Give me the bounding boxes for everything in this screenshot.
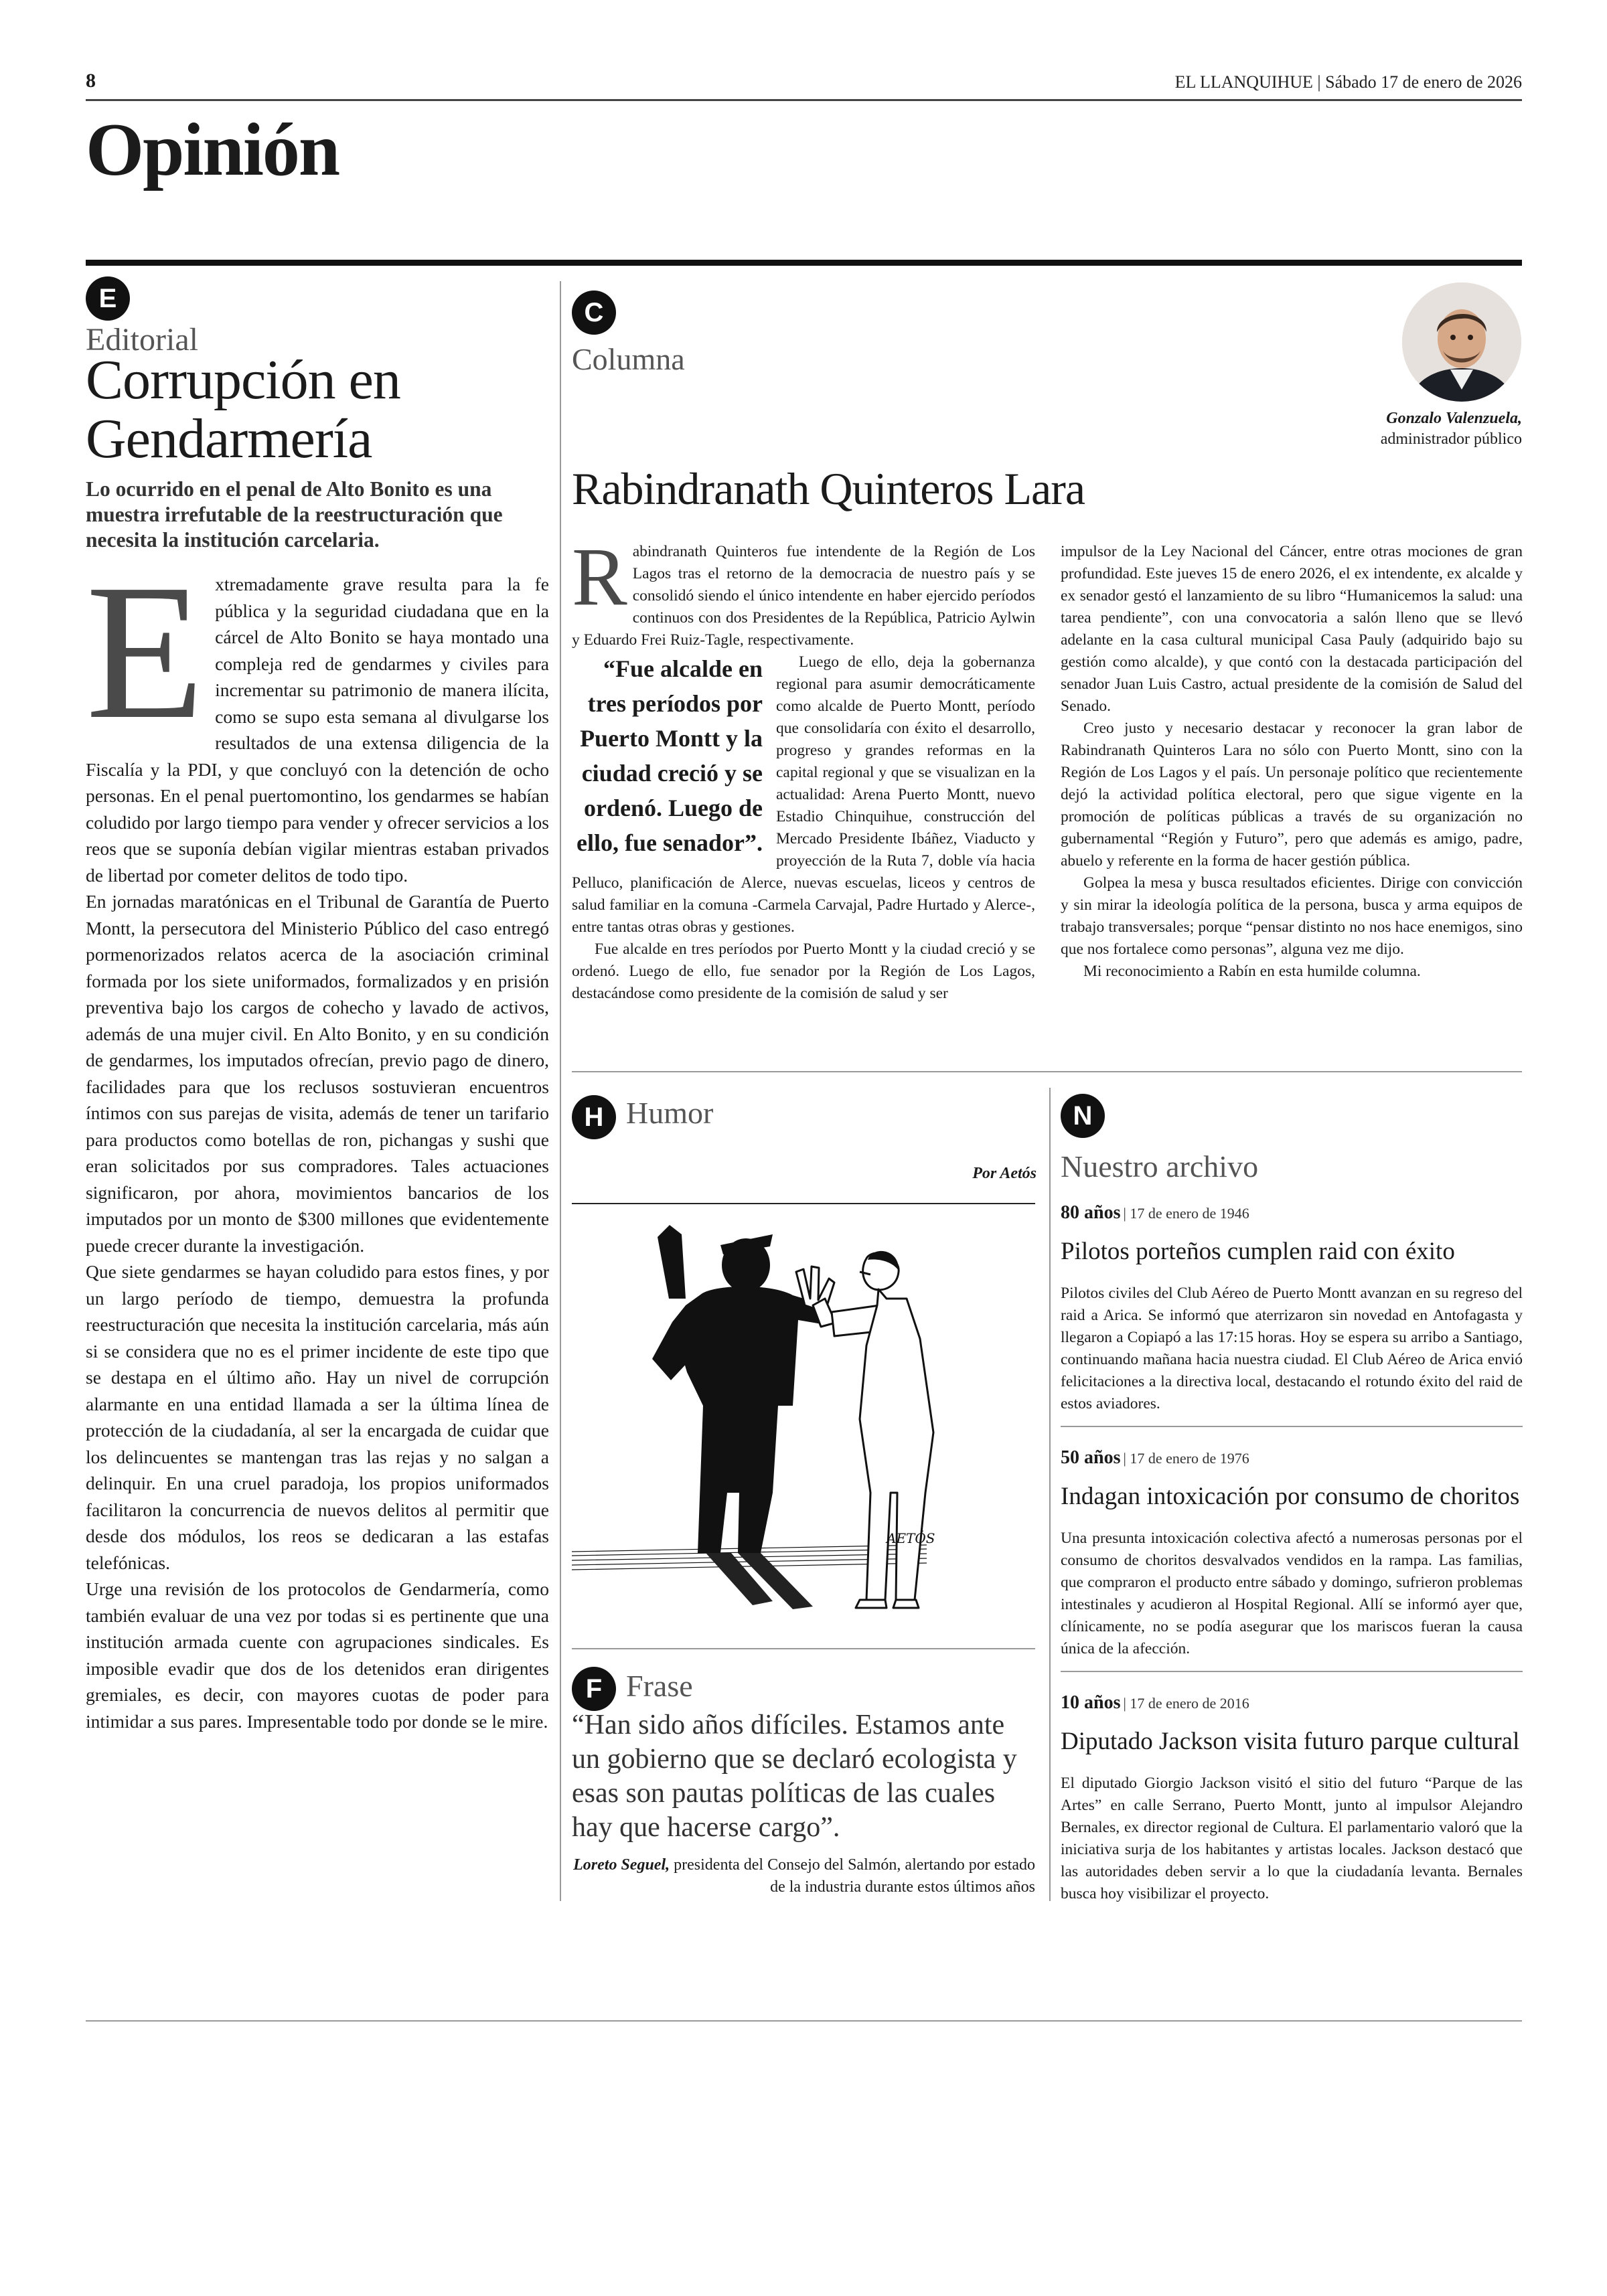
frase-attribution-block — [572, 1854, 1035, 1898]
archive-headline: Diputado Jackson visita futuro parque cultural — [1061, 1728, 1520, 1755]
frase-badge: F — [572, 1667, 616, 1711]
column-paragraph: Fue alcalde en tres períodos por Puerto Montt y la ciudad creció y se ordenó. Luego de ello, fue senador por la Región de Los Lagos, destacándose como presidente de la comisión de salud y ser — [572, 940, 1035, 1002]
column-paragraph: Golpea la mesa y busca resultados eficientes. Dirige con convicción y sin mirar la ideología política de la persona, busca y arma equipos de trabajo transversales; porque “pensar distinto no nos hace enemigos, sino que nos fortalece como personas”, alguna vez me dijo. — [1061, 874, 1523, 958]
column-title: Rabindranath Quinteros Lara — [572, 463, 1085, 514]
top-rule — [86, 99, 1522, 101]
archive-years: 50 años — [1061, 1447, 1121, 1468]
column-bottom-rule — [572, 1071, 1522, 1072]
editorial-kicker: Editorial — [86, 322, 198, 357]
column-paragraph-text: Luego de ello, deja la gobernanza regional para asumir democráticamente como alcalde de Puerto Montt, período que consolidaría con éxito el desarrollo, progreso y grandes reformas en la capital regional y que se visualizan en la actualidad: Arena Puerto Montt, nuevo Estadio Chinquihue, construcción del Mercado Presidente Ibáñez, Viaducto y proyección de la Ruta 7, doble vía hacia Pelluco, planificación de Alerce, nuevas escuelas, liceos y centros de salud familiar en la comuna -Carmela Carvajal, Padre Hurtado y Alerce-, entre tantas otras obras y gestiones. — [572, 653, 1035, 936]
cartoon-illustration-icon — [572, 1205, 1035, 1633]
editorial-badge: E — [86, 276, 130, 321]
column-divider-center — [1049, 1088, 1051, 1901]
archive-text: Pilotos civiles del Club Aéreo de Puerto Montt avanzan en su regreso del raid a Arica. Se informó que aterrizaron sin novedad en Antofagasta y llegaron a Copiapó a las 17:15 horas. Hoy se espera su arribo a Santiago, continuando mañana hacia nuestra ciudad. El Club Aéreo de Arica envió felicitaciones a la directiva local, destacando el rotundo éxito del raid de estos aviadores. — [1061, 1285, 1523, 1412]
archive-item — [1061, 1202, 1523, 1415]
column-dropcap: R — [572, 531, 627, 623]
column-paragraph: abindranath Quinteros fue intendente de la Región de Los Lagos tras el retorno de la democracia de nuestro país y se consolidó siendo el único intendente en haber ejercido períodos continuos con dos Presidentes de la República, Patricio Aylwin y Eduardo Frei Ruiz-Tagle, respectivamente. — [572, 543, 1035, 649]
humor-badge: H — [572, 1095, 616, 1139]
frase-quote: “Han sido años difíciles. Estamos ante un gobierno que se declaró ecologista y esas son pautas políticas de las cuales hay que hacerse cargo”. — [572, 1710, 1017, 1843]
editorial-paragraph: Que siete gendarmes se hayan coludido para estos fines, y por un largo período de tiempo, demuestra la profunda reestructuración que necesita la institución carcelaria, más aún si se considera que no es el primer incidente de este tipo que se destapa en el último año. Hay un nivel de corrupción alarmante en una entidad llamada a ser la última línea de protección de la ciudadanía, al ser la encargada de cuidar que los delincuentes se mantengan tras las rejas y no salgan a delinquir. En una cruel paradoja, los propios uniformados facilitaron la concurrencia de nuevos delitos al permitir que desde dos módulos, los reos se dedicaran a las estafas telefónicas. — [86, 1261, 549, 1573]
column-badge: C — [572, 291, 616, 335]
column-pullquote: “Fue alcalde en tres períodos por Puerto Montt y la ciudad creció y se ordenó. Luego de ello, fue senador”. — [577, 655, 763, 856]
archive-headline: Pilotos porteños cumplen raid con éxito — [1061, 1238, 1455, 1265]
archive-item — [1061, 1447, 1523, 1660]
editorial-paragraph: Urge una revisión de los protocolos de Gendarmería, como también evaluar de una vez por todas si es pertinente que una institución armada cuente con agrupaciones sindicales. Es imposible evadir que dos de los detenidos eran dirigentes gremiales, es decir, con mayores cuotas de poder para intimidar a sus pares. Impresentable todo por donde se le mire. — [86, 1578, 549, 1732]
column-paragraph: Mi reconocimiento a Rabín en esta humilde columna. — [1083, 963, 1421, 980]
section-title: Opinión — [86, 108, 339, 191]
archive-divider — [1061, 1426, 1523, 1427]
author-role: administrador público — [1380, 430, 1522, 448]
archive-divider — [1061, 1671, 1523, 1672]
humor-bottom-rule — [572, 1648, 1035, 1649]
column-divider-left — [560, 281, 561, 1901]
archive-date: | 17 de enero de 2016 — [1123, 1695, 1249, 1712]
archive-kicker: Nuestro archivo — [1061, 1149, 1259, 1183]
cartoon — [572, 1205, 1035, 1633]
humor-kicker: Humor — [626, 1096, 714, 1130]
editorial-lead: Lo ocurrido en el penal de Alto Bonito es una muestra irrefutable de la reestructuración que necesita la institución carcelaria. — [86, 477, 503, 552]
archive-item — [1061, 1692, 1523, 1905]
masthead: EL LLANQUIHUE | Sábado 17 de enero de 2026 — [1174, 72, 1522, 92]
archive-headline: Indagan intoxicación por consumo de choritos — [1061, 1483, 1520, 1510]
editorial-body — [86, 544, 549, 1734]
frase-attribution: presidenta del Consejo del Salmón, alertando por estado de la industria durante estos últimos años — [674, 1856, 1035, 1896]
editorial-dropcap: E — [86, 544, 205, 759]
cartoon-signature: AETÓS — [887, 1530, 935, 1546]
archive-years: 80 años — [1061, 1202, 1121, 1223]
archive-date: | 17 de enero de 1976 — [1123, 1450, 1249, 1467]
author-name: Gonzalo Valenzuela, — [1386, 410, 1522, 427]
humor-credit: Por Aetós — [972, 1165, 1037, 1182]
author-portrait-icon — [1402, 282, 1521, 402]
column-body-right — [1061, 541, 1523, 983]
column-kicker: Columna — [572, 342, 685, 376]
frase-author: Loreto Seguel, — [573, 1856, 670, 1874]
editorial-title: Corrupción en Gendarmería — [86, 349, 400, 470]
archive-years: 10 años — [1061, 1692, 1121, 1713]
editorial-paragraph: En jornadas maratónicas en el Tribunal de Garantía de Puerto Montt, la persecutora del Ministerio Público del caso entregó pormenorizados relatos acerca de la asociación criminal formada por los siete uniformados, formalizados y en prisión preventiva bajo los cargos de cohecho y lavado de activos, además de una mujer civil. En Alto Bonito, y en su condición de gendarmes, los imputados ofrecían, previo pago de dinero, facilidades para que los reclusos sostuvieran encuentros íntimos con sus parejas de visita, además de tener un tarifario para productos como botellas de ron, pichangas y sushi que eran solicitados por sus compradores. Tales actuaciones significaron, por ahora, movimientos bancarios de los imputados por un monto de $300 millones que evidentemente puede crecer durante la investigación. — [86, 891, 549, 1256]
archive-text: Una presunta intoxicación colectiva afectó a numerosas personas por el consumo de choritos desvalvados vendidos en la rampa. Las familias, que compraron el producto entre sábado y domingo, sufrieron problemas intestinales y acudieron al Hospital Regional. Allí se informó ayer que, clínicamente, no se podía asegurar que los mariscos fueran la causa única de la afección. — [1061, 1530, 1523, 1657]
author-photo — [1402, 282, 1521, 402]
archive-text: El diputado Giorgio Jackson visitó el sitio del futuro “Parque de las Artes” en calle Serrano, Puerto Montt, junto al impulsor Alejandro Bernales, ex director regional de Cultura. El parlamentario valoró que la iniciativa surja de los habitantes y artistas locales. Jackson destacó que las autoridades deben servir a lo que la ciudadanía levanta. Bernales busca hoy visibilizar el proyecto. — [1061, 1775, 1523, 1902]
column-paragraph: impulsor de la Ley Nacional del Cáncer, entre otras mociones de gran profundidad. Este jueves 15 de enero 2026, el ex intendente, ex alcalde y ex senador gestó el lanzamiento de su libro “Humanicemos la salud: una tarea pendiente”, con una convocatoria a salón lleno que se llevó adelante en la casa cultural municipal Casa Pauly (adquirido bajo su gestión como alcalde), y que contó con la destacada participación del senador Juan Luis Castro, actual presidente de la comisión de Salud del Senado. — [1061, 543, 1523, 715]
footer-rule — [86, 2020, 1522, 2022]
archive-date: | 17 de enero de 1946 — [1123, 1205, 1249, 1222]
column-paragraph — [572, 651, 1035, 938]
section-rule — [86, 260, 1522, 266]
frase-kicker: Frase — [626, 1669, 693, 1703]
editorial-paragraph: xtremadamente grave resulta para la fe pública y la seguridad ciudadana que en la cárcel de Alto Bonito se haya montado una compleja red de gendarmes y civiles para incrementar su patrimonio de manera ilícita, como se supo esta semana al divulgarse los resultados de una extensa diligencia de la Fiscalía y la PDI, y que concluyó con la detención de ocho personas. En el penal puertomontino, los gendarmes se habían coludido por largo tiempo para vender y ofrecer servicios a los reos que se suponía debían vigilar mientras estaban privados de libertad por cometer delitos de todo tipo. — [86, 574, 549, 886]
page-number: 8 — [86, 70, 96, 92]
column-paragraph: Creo justo y necesario destacar y reconocer la gran labor de Rabindranath Quinteros Lara no sólo con Puerto Montt, sino con la Región de Los Lagos y el país. Un personaje político que recientemente dejó la actividad política electoral, pero que sigue vigente en la promoción de políticas públicas a través de su organización no gubernamental “Región y Futuro”, pero que además es amigo, padre, abuelo y referente en la forma de hacer gestión pública. — [1061, 720, 1523, 870]
cartoon-top-rule — [572, 1203, 1035, 1204]
column-body-left — [572, 531, 1035, 1005]
archive-badge: N — [1061, 1094, 1105, 1138]
